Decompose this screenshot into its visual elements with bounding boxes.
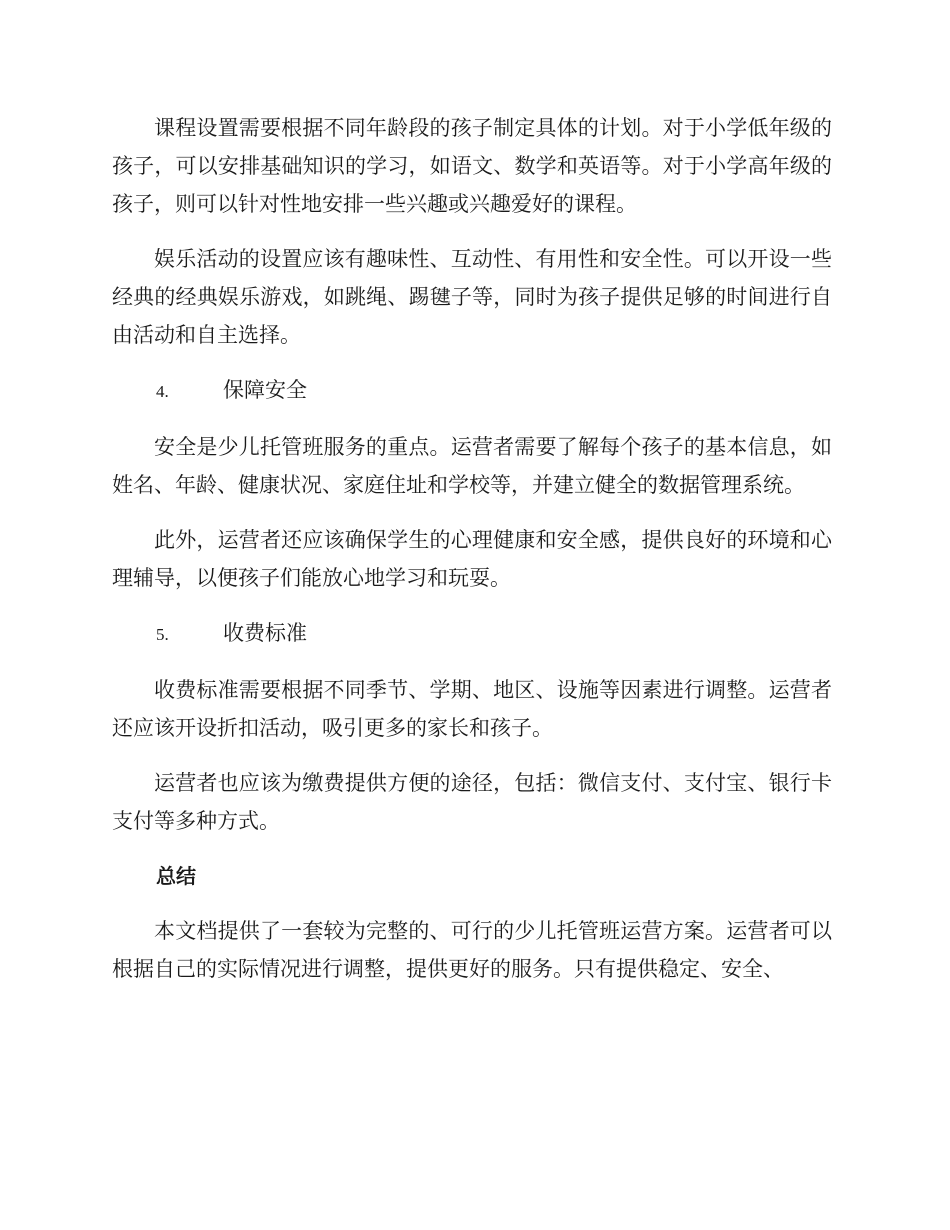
section-heading-text: 保障安全: [223, 378, 307, 402]
section-number: 4.: [156, 382, 169, 401]
document-body: [112, 109, 832, 1005]
section-heading-text: 收费标准: [223, 621, 307, 645]
section-number: 5.: [156, 625, 169, 644]
section-heading-safety: [112, 371, 832, 411]
paragraph-fees: 收费标准需要根据不同季节、学期、地区、设施等因素进行调整。运营者还应该开设折扣活动，吸引更多的家长和孩子。: [112, 678, 832, 740]
section-heading-fees: [112, 614, 832, 654]
paragraph-curriculum: 课程设置需要根据不同年龄段的孩子制定具体的计划。对于小学低年级的孩子，可以安排基础知识的学习，如语文、数学和英语等。对于小学高年级的孩子，则可以针对性地安排一些兴趣或兴趣爱好的课程。: [112, 116, 832, 216]
paragraph-activities: 娱乐活动的设置应该有趣味性、互动性、有用性和安全性。可以开设一些经典的经典娱乐游戏，如跳绳、踢毽子等，同时为孩子提供足够的时间进行自由活动和自主选择。: [112, 247, 832, 347]
paragraph-payment: 运营者也应该为缴费提供方便的途径，包括：微信支付、支付宝、银行卡支付等多种方式。: [112, 771, 832, 833]
summary-heading: 总结: [156, 864, 196, 888]
paragraph-summary: 本文档提供了一套较为完整的、可行的少儿托管班运营方案。运营者可以根据自己的实际情况进行调整，提供更好的服务。只有提供稳定、安全、: [112, 919, 832, 981]
paragraph-safety: 安全是少儿托管班服务的重点。运营者需要了解每个孩子的基本信息，如姓名、年龄、健康状况、家庭住址和学校等，并建立健全的数据管理系统。: [112, 435, 832, 497]
paragraph-psychology: 此外，运营者还应该确保学生的心理健康和安全感，提供良好的环境和心理辅导，以便孩子们能放心地学习和玩耍。: [112, 528, 832, 590]
